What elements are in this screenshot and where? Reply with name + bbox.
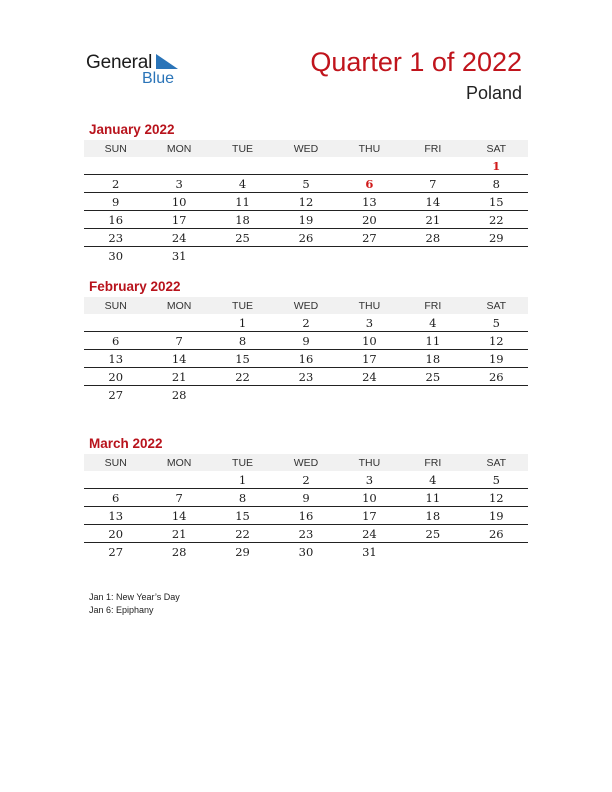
day-cell: 26	[274, 229, 337, 247]
day-cell: 11	[401, 489, 464, 507]
weekday-label: SAT	[465, 297, 528, 314]
empty-day-cell	[274, 157, 337, 175]
holiday-note: Jan 1: New Year’s Day	[89, 592, 180, 602]
day-cell: 8	[211, 332, 274, 350]
day-cell: 18	[401, 350, 464, 368]
empty-day-cell	[338, 386, 401, 404]
day-cell: 12	[465, 489, 528, 507]
day-cell: 30	[108, 248, 124, 263]
weekday-label: SAT	[465, 140, 528, 157]
day-cell: 30	[298, 544, 314, 559]
week-row	[84, 386, 528, 404]
country-name: Poland	[465, 83, 522, 103]
day-cell: 15	[211, 350, 274, 368]
day-cell: 13	[338, 193, 401, 211]
day-cell: 28	[401, 229, 464, 247]
day-cell: 25	[211, 229, 274, 247]
day-cell: 20	[338, 211, 401, 229]
day-cell: 31	[362, 544, 377, 559]
day-cell: 22	[211, 525, 274, 543]
week-row	[84, 314, 528, 332]
day-cell: 28	[171, 544, 187, 559]
weekday-header-row	[84, 140, 528, 157]
day-cell: 7	[147, 489, 210, 507]
empty-day-cell	[211, 386, 274, 404]
day-cell: 13	[84, 507, 147, 525]
day-cell: 12	[274, 193, 337, 211]
day-cell: 21	[147, 368, 210, 386]
weekday-header-row	[84, 454, 528, 471]
day-cell: 6	[84, 332, 147, 350]
calendar-grid	[84, 297, 528, 403]
day-cell: 11	[401, 332, 464, 350]
month-title: March 2022	[89, 436, 163, 451]
page-title: Quarter 1 of 2022	[310, 47, 522, 77]
day-cell: 8	[465, 175, 528, 193]
weekday-label: THU	[338, 297, 401, 314]
day-cell: 24	[147, 229, 210, 247]
day-cell: 6	[84, 489, 147, 507]
weekday-label: MON	[147, 297, 210, 314]
day-cell: 14	[147, 507, 210, 525]
day-cell: 19	[465, 507, 528, 525]
holiday-day-cell: 1	[465, 157, 528, 175]
week-row	[84, 525, 528, 543]
empty-day-cell	[274, 247, 337, 265]
day-cell: 10	[338, 489, 401, 507]
day-cell: 3	[338, 314, 401, 332]
weekday-label: WED	[274, 140, 337, 157]
empty-day-cell	[401, 247, 464, 265]
empty-day-cell	[147, 314, 210, 332]
empty-day-cell	[465, 543, 528, 561]
week-row	[84, 211, 528, 229]
empty-day-cell	[84, 471, 147, 489]
day-cell: 27	[108, 544, 124, 559]
empty-day-cell	[401, 157, 464, 175]
logo-flag-icon	[156, 54, 180, 70]
day-cell: 25	[401, 368, 464, 386]
day-cell: 18	[211, 211, 274, 229]
week-row	[84, 350, 528, 368]
weekday-label: MON	[147, 140, 210, 157]
holiday-notes	[89, 591, 180, 617]
day-cell: 3	[147, 175, 210, 193]
empty-day-cell	[338, 247, 401, 265]
weekday-label: TUE	[211, 140, 274, 157]
logo-blue-text: Blue	[142, 70, 175, 87]
weekday-label: TUE	[211, 297, 274, 314]
day-cell: 1	[211, 314, 274, 332]
weekday-label: SUN	[84, 140, 147, 157]
day-cell: 5	[465, 471, 528, 489]
day-cell: 17	[338, 507, 401, 525]
day-cell: 24	[338, 525, 401, 543]
empty-day-cell	[211, 157, 274, 175]
day-cell: 26	[465, 368, 528, 386]
calendar-grid	[84, 140, 528, 264]
month-title: February 2022	[89, 279, 181, 294]
empty-day-cell	[465, 386, 528, 404]
day-cell: 5	[465, 314, 528, 332]
day-cell: 15	[211, 507, 274, 525]
month-title: January 2022	[89, 122, 175, 137]
day-cell: 15	[465, 193, 528, 211]
week-row	[84, 543, 528, 561]
empty-day-cell	[338, 157, 401, 175]
week-row	[84, 368, 528, 386]
empty-day-cell	[84, 314, 147, 332]
weekday-label: FRI	[401, 140, 464, 157]
week-row	[84, 507, 528, 525]
day-cell: 31	[171, 248, 187, 263]
holiday-note: Jan 6: Epiphany	[89, 605, 154, 615]
day-cell: 5	[274, 175, 337, 193]
day-cell: 2	[84, 175, 147, 193]
day-cell: 13	[84, 350, 147, 368]
day-cell: 29	[235, 544, 250, 559]
day-cell: 19	[465, 350, 528, 368]
day-cell: 25	[401, 525, 464, 543]
day-cell: 20	[84, 368, 147, 386]
weekday-header-row	[84, 297, 528, 314]
day-cell: 14	[401, 193, 464, 211]
day-cell: 10	[338, 332, 401, 350]
day-cell: 19	[274, 211, 337, 229]
empty-day-cell	[211, 247, 274, 265]
logo-general-text: General	[86, 52, 153, 73]
day-cell: 16	[274, 350, 337, 368]
day-cell: 29	[465, 229, 528, 247]
day-cell: 18	[401, 507, 464, 525]
weekday-label: SAT	[465, 454, 528, 471]
empty-day-cell	[465, 247, 528, 265]
day-cell: 24	[338, 368, 401, 386]
week-row	[84, 332, 528, 350]
day-cell: 27	[108, 387, 124, 402]
day-cell: 22	[211, 368, 274, 386]
day-cell: 1	[211, 471, 274, 489]
day-cell: 22	[465, 211, 528, 229]
day-cell: 8	[211, 489, 274, 507]
day-cell: 23	[84, 229, 147, 247]
day-cell: 17	[147, 211, 210, 229]
day-cell: 2	[274, 471, 337, 489]
day-cell: 10	[147, 193, 210, 211]
day-cell: 4	[401, 471, 464, 489]
empty-day-cell	[401, 386, 464, 404]
day-cell: 21	[147, 525, 210, 543]
day-cell: 4	[401, 314, 464, 332]
day-cell: 16	[84, 211, 147, 229]
empty-day-cell	[84, 157, 147, 175]
day-cell: 23	[274, 525, 337, 543]
weekday-label: FRI	[401, 297, 464, 314]
day-cell: 9	[274, 489, 337, 507]
week-row	[84, 247, 528, 265]
week-row	[84, 175, 528, 193]
day-cell: 14	[147, 350, 210, 368]
weekday-label: FRI	[401, 454, 464, 471]
weekday-label: TUE	[211, 454, 274, 471]
week-row	[84, 471, 528, 489]
empty-day-cell	[147, 471, 210, 489]
week-row	[84, 229, 528, 247]
empty-day-cell	[274, 386, 337, 404]
empty-day-cell	[401, 543, 464, 561]
day-cell: 7	[401, 175, 464, 193]
weekday-label: WED	[274, 297, 337, 314]
week-row	[84, 193, 528, 211]
day-cell: 21	[401, 211, 464, 229]
day-cell: 20	[84, 525, 147, 543]
weekday-label: THU	[338, 140, 401, 157]
weekday-label: WED	[274, 454, 337, 471]
calendar-grid	[84, 454, 528, 560]
day-cell: 2	[274, 314, 337, 332]
day-cell: 9	[274, 332, 337, 350]
day-cell: 7	[147, 332, 210, 350]
weekday-label: SUN	[84, 297, 147, 314]
holiday-day-cell: 6	[338, 175, 401, 193]
day-cell: 26	[465, 525, 528, 543]
weekday-label: MON	[147, 454, 210, 471]
weekday-label: SUN	[84, 454, 147, 471]
day-cell: 4	[211, 175, 274, 193]
day-cell: 12	[465, 332, 528, 350]
day-cell: 9	[84, 193, 147, 211]
day-cell: 27	[338, 229, 401, 247]
generalblue-logo	[86, 50, 196, 90]
week-row	[84, 157, 528, 175]
day-cell: 23	[274, 368, 337, 386]
day-cell: 11	[211, 193, 274, 211]
day-cell: 3	[338, 471, 401, 489]
empty-day-cell	[147, 157, 210, 175]
day-cell: 17	[338, 350, 401, 368]
day-cell: 28	[171, 387, 187, 402]
day-cell: 16	[274, 507, 337, 525]
weekday-label: THU	[338, 454, 401, 471]
week-row	[84, 489, 528, 507]
